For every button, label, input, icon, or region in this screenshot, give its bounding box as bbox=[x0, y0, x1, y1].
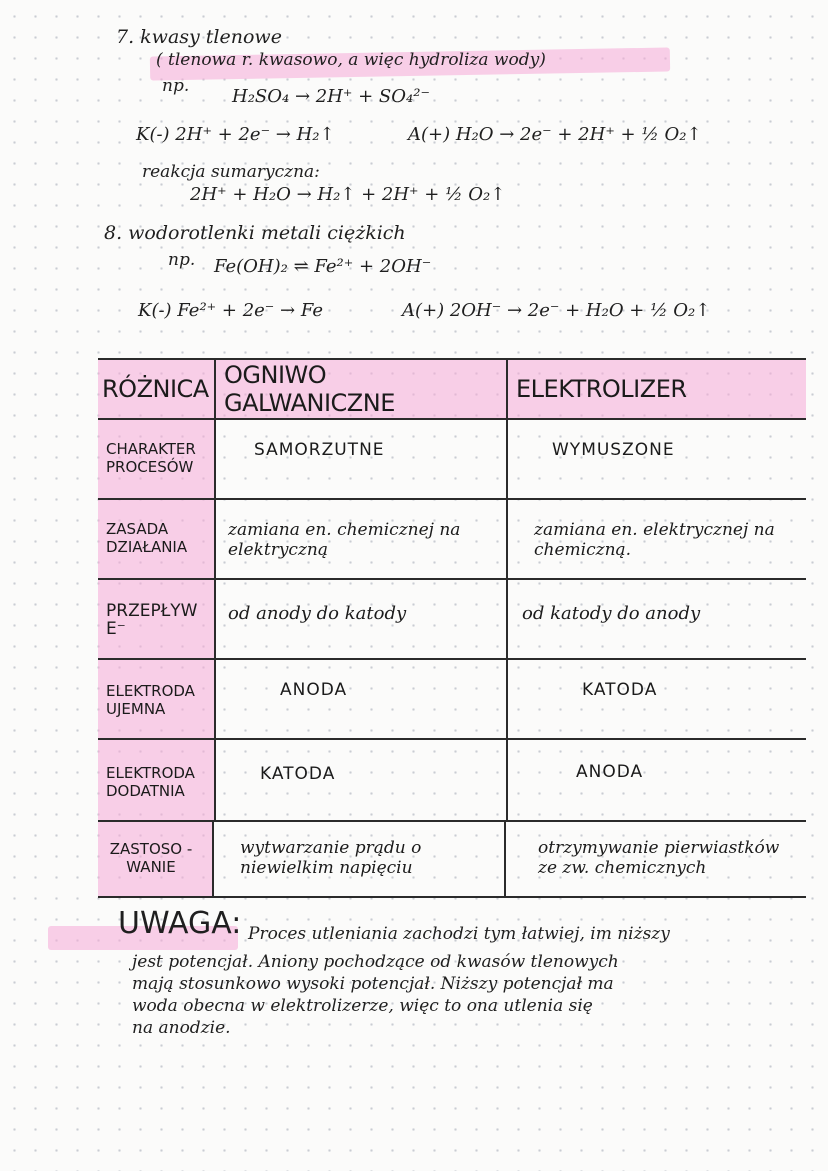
row-label: PRZEPŁYW E⁻ bbox=[106, 601, 198, 639]
header-electrolyzer: ELEKTROLIZER bbox=[508, 360, 806, 418]
table-row bbox=[98, 660, 806, 740]
electrolyzer-value: od katody do anody bbox=[522, 603, 701, 624]
section8-title: 8. wodorotlenki metali ciężkich bbox=[104, 222, 406, 244]
section8-anode: A(+) 2OH⁻ → 2e⁻ + H₂O + ½ O₂↑ bbox=[402, 300, 711, 321]
uwaga-title-text: UWAGA bbox=[118, 906, 232, 941]
uwaga-colon: : bbox=[231, 906, 242, 941]
galvanic-value: zamiana en. chemicznej na elektryczną bbox=[228, 520, 461, 560]
row-label: ELEKTRODA UJEMNA bbox=[106, 682, 195, 718]
row-label: ZASTOSO - WANIE bbox=[109, 840, 193, 876]
table-row bbox=[98, 822, 806, 898]
row-label: ZASADA DZIAŁANIA bbox=[106, 520, 188, 556]
uwaga-line: na anodzie. bbox=[132, 1018, 231, 1038]
header-galvanic-cell: OGNIWO GALWANICZNE bbox=[216, 360, 508, 418]
section7-summary-label: reakcja sumaryczna: bbox=[142, 162, 320, 182]
section8-np: np. bbox=[168, 250, 196, 270]
table-row bbox=[98, 500, 806, 580]
section7-title: 7. kwasy tlenowe bbox=[116, 26, 282, 48]
comparison-table bbox=[98, 358, 806, 898]
table-row bbox=[98, 740, 806, 822]
uwaga-line: woda obecna w elektrolizerze, więc to ona utlenia się bbox=[132, 996, 593, 1016]
galvanic-value: od anody do katody bbox=[228, 603, 407, 624]
electrolyzer-value: KATODA bbox=[582, 680, 658, 700]
uwaga-title bbox=[118, 906, 241, 941]
header-difference: RÓŻNICA bbox=[98, 360, 216, 418]
galvanic-value: wytwarzanie prądu o niewielkim napięciu bbox=[240, 838, 422, 878]
galvanic-value: ANODA bbox=[280, 680, 348, 700]
section8-dissociation: Fe(OH)₂ ⇌ Fe²⁺ + 2OH⁻ bbox=[214, 256, 432, 277]
electrolyzer-value: WYMUSZONE bbox=[552, 440, 675, 460]
uwaga-line: Proces utleniania zachodzi tym łatwiej, im niższy bbox=[248, 924, 670, 944]
section7-np: np. bbox=[162, 76, 190, 96]
section7-anode: A(+) H₂O → 2e⁻ + 2H⁺ + ½ O₂↑ bbox=[408, 124, 702, 145]
table-row bbox=[98, 580, 806, 660]
table-row bbox=[98, 420, 806, 500]
section8-cathode: K(-) Fe²⁺ + 2e⁻ → Fe bbox=[138, 300, 323, 321]
galvanic-value: KATODA bbox=[260, 764, 336, 784]
section7-dissociation: H₂SO₄ → 2H⁺ + SO₄²⁻ bbox=[232, 86, 430, 107]
galvanic-value: SAMORZUTNE bbox=[254, 440, 385, 460]
uwaga-line: mają stosunkowo wysoki potencjał. Niższy potencjał ma bbox=[132, 974, 614, 994]
electrolyzer-value: ANODA bbox=[576, 762, 644, 782]
electrolyzer-value: otrzymywanie pierwiastków ze zw. chemicznych bbox=[538, 838, 780, 878]
row-label: CHARAKTER PROCESÓW bbox=[106, 440, 196, 476]
section7-summary: 2H⁺ + H₂O → H₂↑ + 2H⁺ + ½ O₂↑ bbox=[190, 184, 506, 205]
section7-cathode: K(-) 2H⁺ + 2e⁻ → H₂↑ bbox=[136, 124, 335, 145]
row-label: ELEKTRODA DODATNIA bbox=[106, 764, 195, 800]
section7-note: ( tlenowa r. kwasowo, a więc hydroliza wody) bbox=[156, 50, 546, 70]
electrolyzer-value: zamiana en. elektrycznej na chemiczną. bbox=[534, 520, 775, 560]
table-header-row bbox=[98, 358, 806, 420]
uwaga-line: jest potencjał. Aniony pochodzące od kwasów tlenowych bbox=[132, 952, 619, 972]
